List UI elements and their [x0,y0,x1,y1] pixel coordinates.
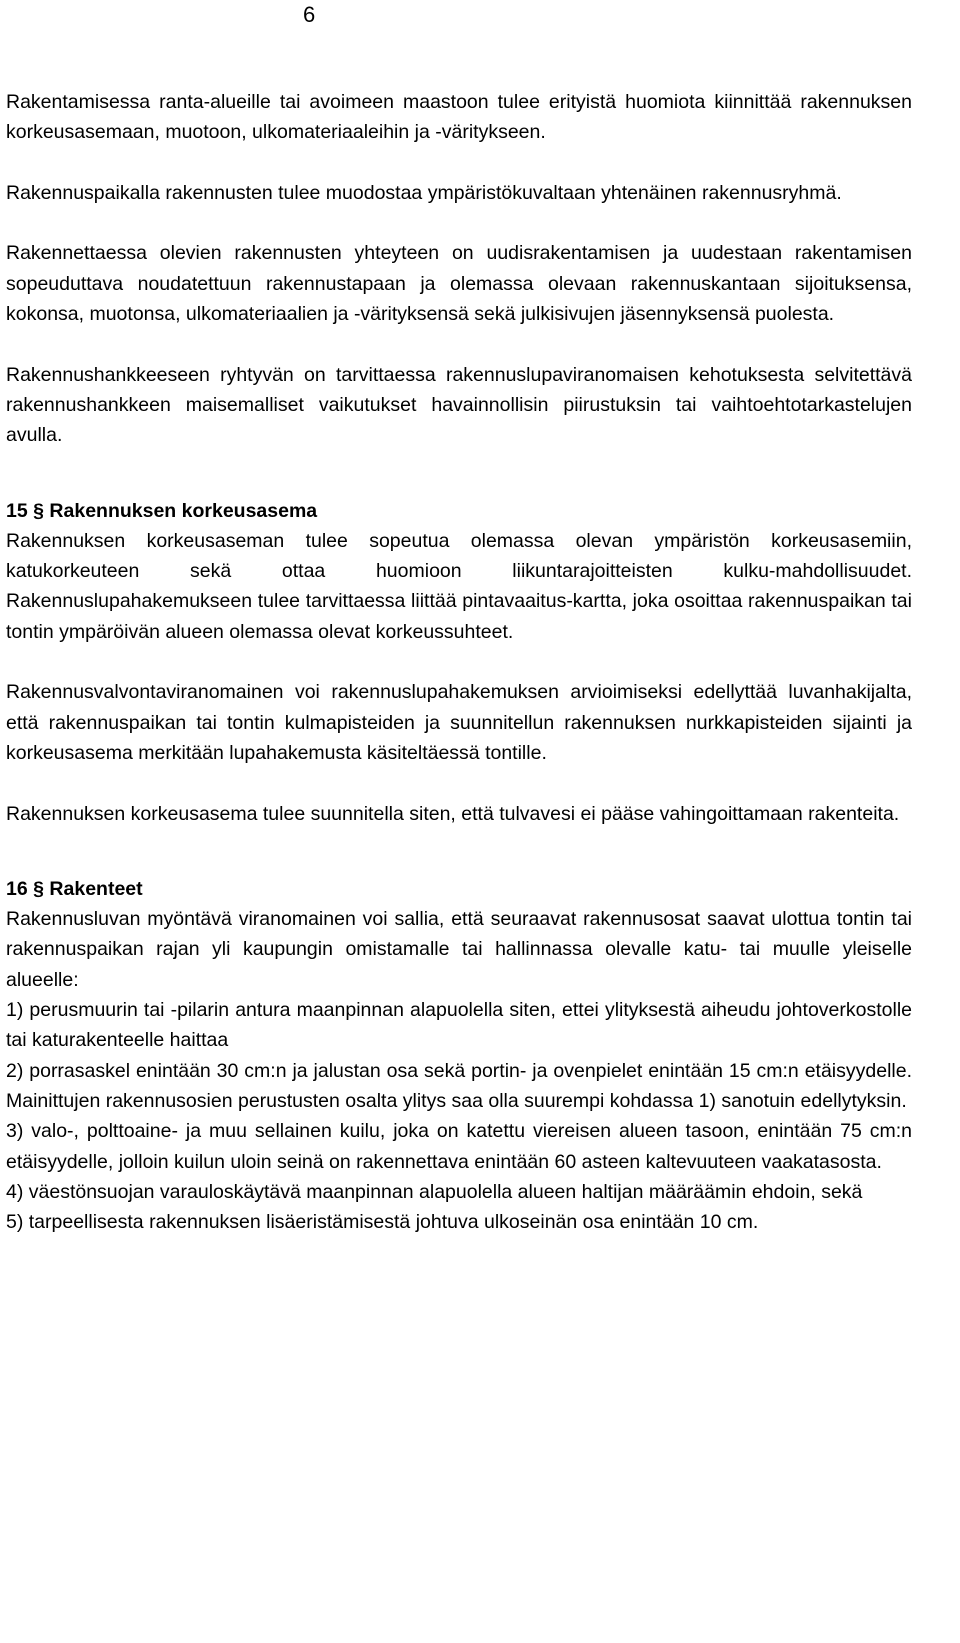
paragraph: Rakennuksen korkeusasema tulee suunnitella siten, että tulvavesi ei pääse vahingoittamaan rakenteita. [6,802,900,825]
section-heading-15 [6,496,912,526]
list-item: 5) tarpeellisesta rakennuksen lisäeristämisestä johtuva ulkoseinän osa enintään 10 cm. [6,1211,759,1234]
list-item: 3) valo-, polttoaine- ja muu sellainen kuilu, joka on katettu viereisen alueen tasoon, enintään 75 cm:n etäisyydelle, jolloin kuilun uloin seinä on rakennettava enintään 60 asteen kaltevuuteen vaakatasosta. [6,1120,912,1173]
section-number: 15 § [6,499,44,522]
document-body [6,87,912,1237]
list-item: 2) porrasaskel enintään 30 cm:n ja jalustan osa sekä portin- ja ovenpielet enintään 15 cm:n etäisyydelle. Mainittujen rakennusosien perustusten osalta ylitys saa olla suurempi kohdassa 1) sanotuin edellytyksin. [6,1059,912,1112]
section-title: Rakennuksen korkeusasema [49,499,318,522]
paragraph: Rakennettaessa olevien rakennusten yhteyteen on uudisrakentamisen ja uudestaan rakentamisen sopeuduttava noudatettuun rakennustapaan ja olemassa olevaan rakennuskantaan sijoituksensa, kokonsa, muotonsa, ulkomateriaalien ja -värityksensä sekä julkisivujen jäsennyksensä puolesta. [6,242,912,326]
section-title: Rakenteet [49,877,143,900]
list-item: 1) perusmuurin tai -pilarin antura maanpinnan alapuolella siten, ettei ylityksestä aiheudu johtoverkostolle tai katurakenteelle haittaa [6,999,912,1052]
paragraph: Rakennuksen korkeusaseman tulee sopeutua olemassa olevan ympäristön korkeusasemiin, katukorkeuteen sekä ottaa huomioon liikuntarajoitteisten kulku-mahdollisuudet. Rakennuslupahakemukseen tulee tarvittaessa liittää pintavaaitus-kartta, joka osoittaa rakennuspaikan tai tontin ympäröivän alueen olemassa olevat korkeussuhteet. [6,529,912,643]
paragraph: Rakentamisessa ranta-alueille tai avoimeen maastoon tulee erityistä huomiota kiinnittää rakennuksen korkeusasemaan, muotoon, ulkomateriaaleihin ja -väritykseen. [6,91,912,144]
paragraph: Rakennusluvan myöntävä viranomainen voi sallia, että seuraavat rakennusosat saavat ulottua tontin tai rakennuspaikan rajan yli kaupungin omistamalle tai hallinnassa olevalle katu- tai muulle yleiselle alueelle: [6,908,912,991]
section-number: 16 § [6,877,44,900]
paragraph: Rakennuspaikalla rakennusten tulee muodostaa ympäristökuvaltaan yhtenäinen rakennusryhmä. [6,181,842,204]
paragraph: Rakennushankkeeseen ryhtyvän on tarvittaessa rakennuslupaviranomaisen kehotuksesta selvitettävä rakennushankkeen maisemalliset vaikutukset havainnollisin piirustuksin tai vaihtoehtotarkastelujen avulla. [6,363,912,447]
section-heading-16 [6,874,912,904]
page-number: 6 [303,2,316,27]
list-item: 4) väestönsuojan varauloskäytävä maanpinnan alapuolella alueen haltijan määräämin ehdoin, sekä [6,1180,863,1203]
paragraph: Rakennusvalvontaviranomainen voi rakennuslupahakemuksen arvioimiseksi edellyttää luvanhakijalta, että rakennuspaikan tai tontin kulmapisteiden ja suunnitellun rakennuksen nurkkapisteiden sijainti ja korkeusasema merkitään lupahakemusta käsiteltäessä tontille. [6,681,912,764]
